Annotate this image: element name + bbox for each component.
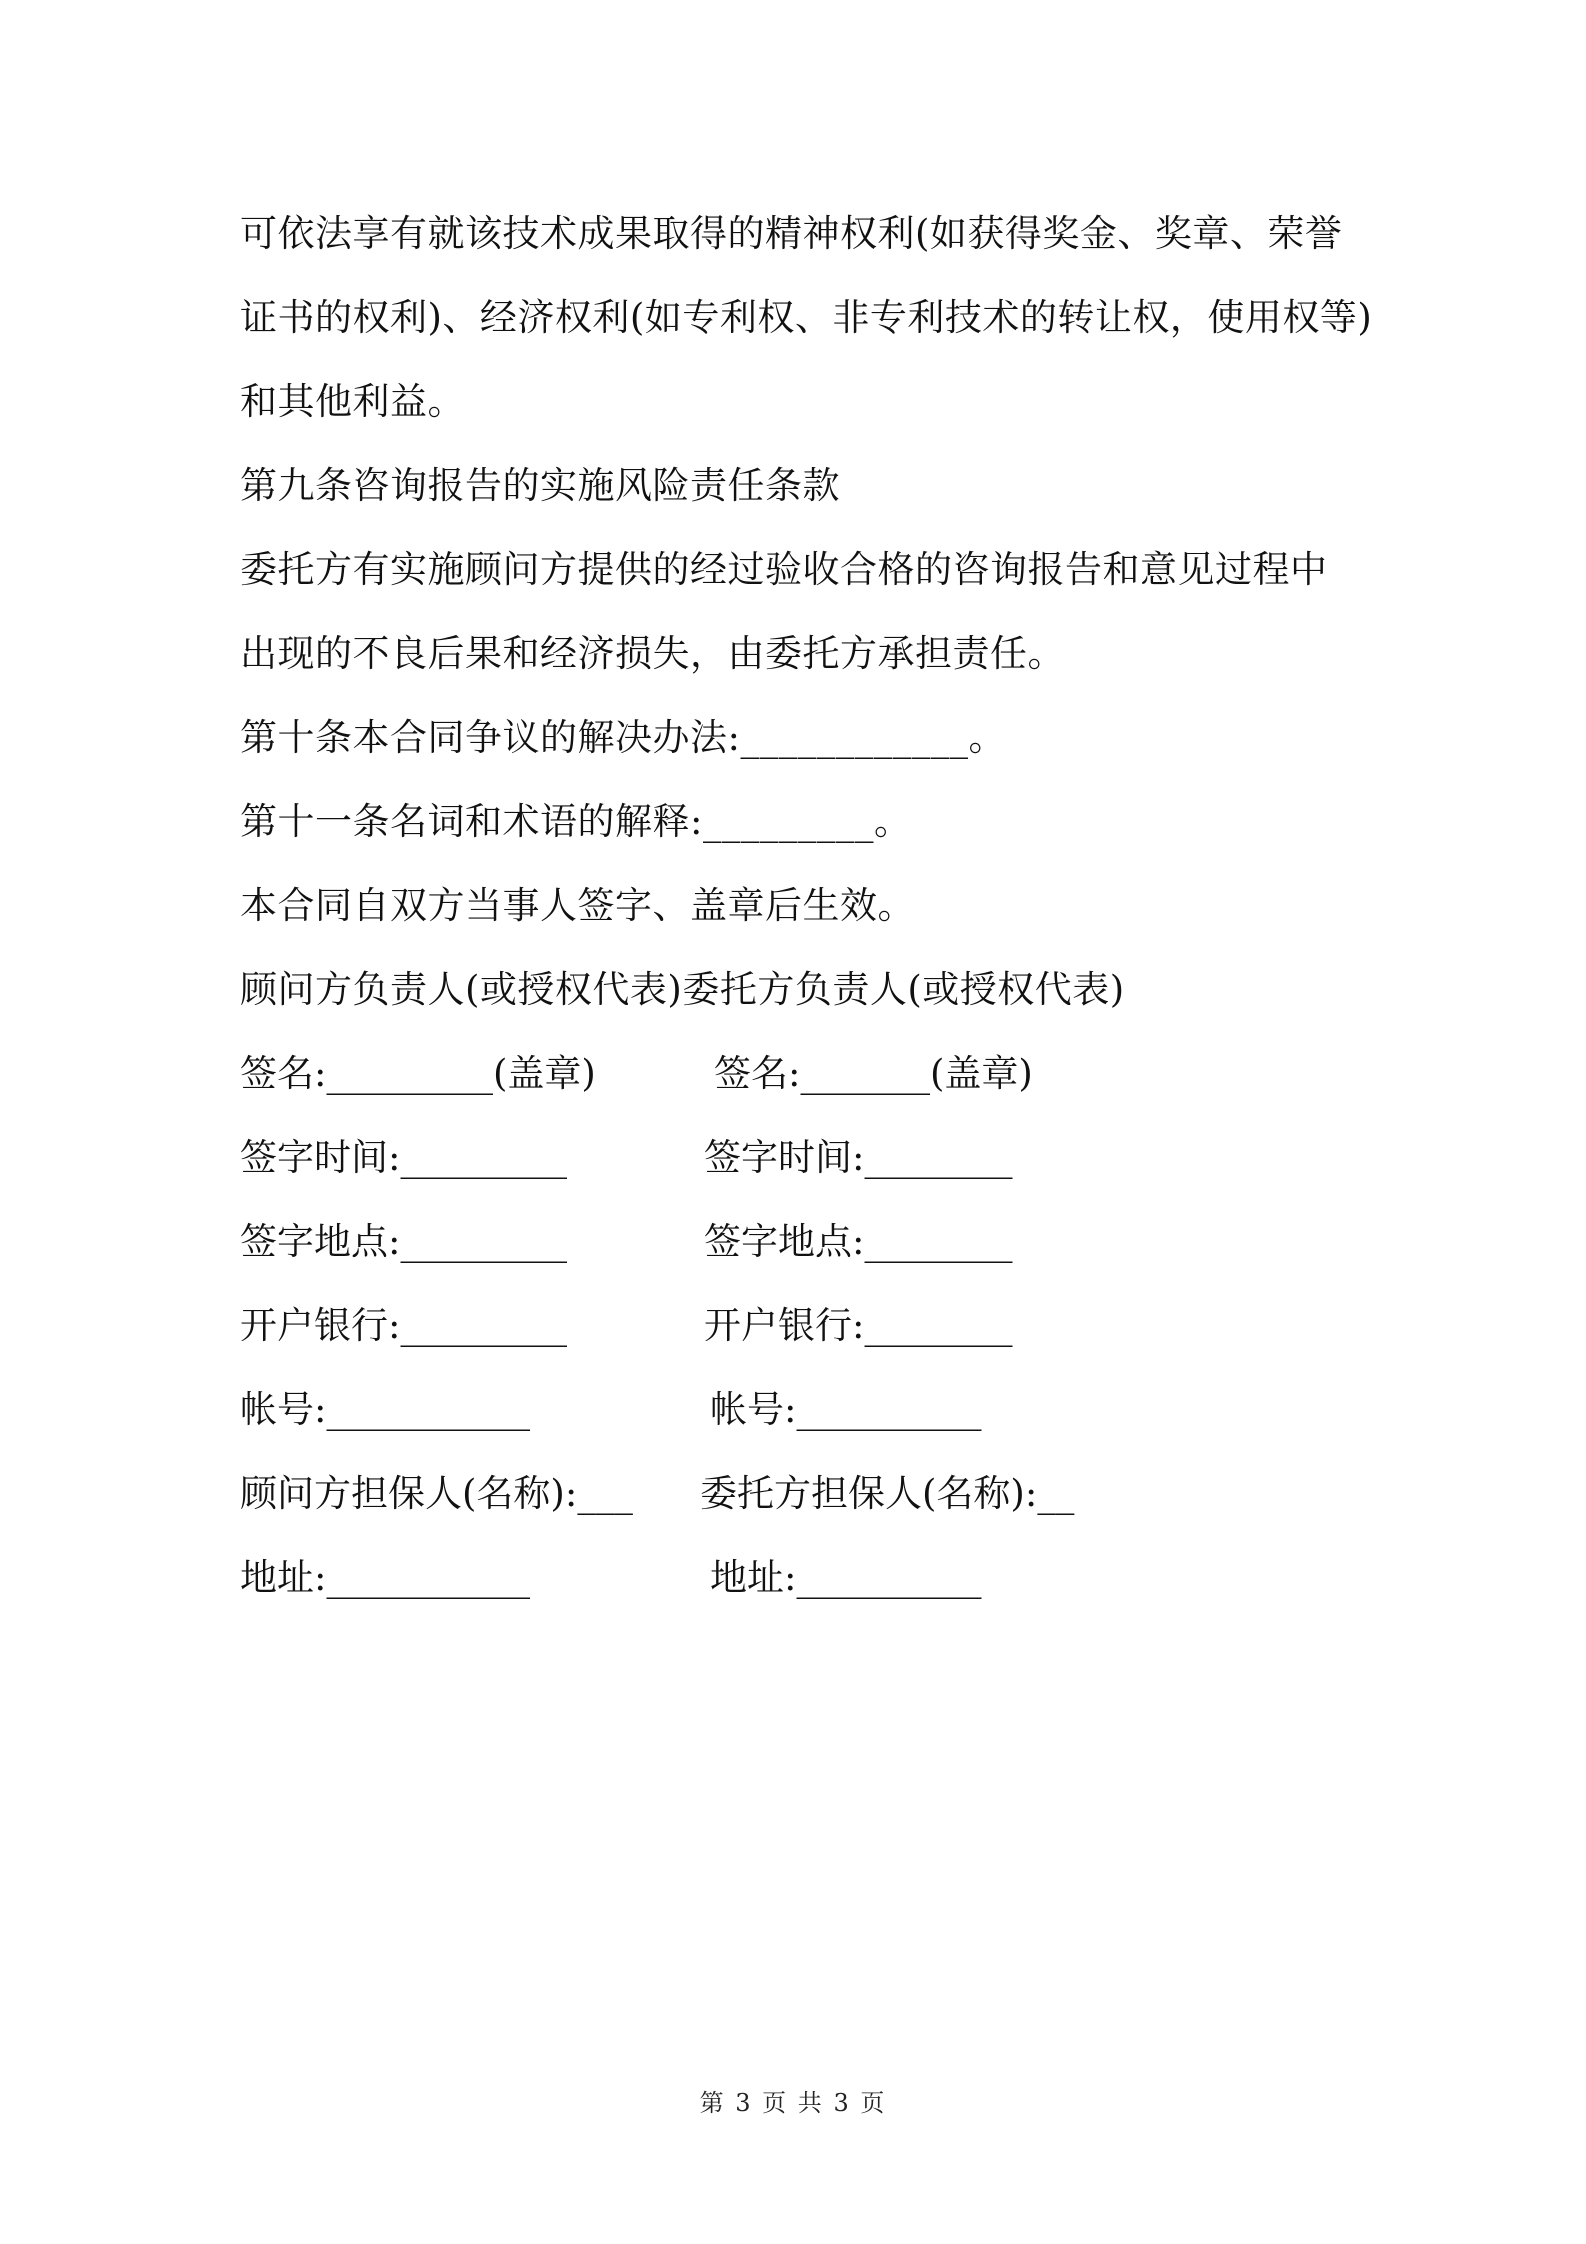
signature-row xyxy=(240,1200,1360,1284)
signature-row xyxy=(240,1452,1360,1536)
paragraph-line: 可依法享有就该技术成果取得的精神权利(如获得奖金、奖章、荣誉 xyxy=(240,212,1343,255)
consultant-guarantor-field: 顾问方担保人(名称):___ xyxy=(240,1472,633,1515)
client-bank-field: 开户银行:________ xyxy=(704,1304,1013,1347)
signatories-heading: 顾问方负责人(或授权代表)委托方负责人(或授权代表) xyxy=(240,968,1125,1011)
paragraph-line: 出现的不良后果和经济损失，由委托方承担责任。 xyxy=(240,632,1065,675)
signature-row xyxy=(240,1368,1360,1452)
paragraph-line: 证书的权利)、经济权利(如专利权、非专利技术的转让权，使用权等) xyxy=(240,296,1373,339)
signature-row xyxy=(240,1536,1360,1620)
paragraph-line: 和其他利益。 xyxy=(240,380,465,423)
signature-row xyxy=(240,1032,1360,1116)
paragraph-line: 委托方有实施顾问方提供的经过验收合格的咨询报告和意见过程中 xyxy=(240,548,1328,591)
consultant-address-field: 地址:___________ xyxy=(240,1556,530,1599)
document-body xyxy=(240,192,1373,1620)
client-account-field: 帐号:__________ xyxy=(710,1388,982,1431)
page-number-footer: 第 3 页 共 3 页 xyxy=(699,2089,887,2117)
consultant-sign-date-field: 签字时间:_________ xyxy=(240,1136,567,1179)
signature-row xyxy=(240,1116,1360,1200)
consultant-sign-place-field: 签字地点:_________ xyxy=(240,1220,567,1263)
client-sign-date-field: 签字时间:________ xyxy=(704,1136,1013,1179)
signature-block xyxy=(240,1032,1360,1620)
clause-heading: 第九条咨询报告的实施风险责任条款 xyxy=(240,464,840,507)
consultant-signature-field: 签名:_________(盖章) xyxy=(240,1052,596,1095)
client-address-field: 地址:__________ xyxy=(710,1556,982,1599)
client-sign-place-field: 签字地点:________ xyxy=(704,1220,1013,1263)
client-guarantor-field: 委托方担保人(名称):__ xyxy=(700,1472,1075,1515)
clause-terms-definition: 第十一条名词和术语的解释:_________。 xyxy=(240,800,912,843)
consultant-bank-field: 开户银行:_________ xyxy=(240,1304,567,1347)
client-signature-field: 签名:_______(盖章) xyxy=(714,1052,1033,1095)
consultant-account-field: 帐号:___________ xyxy=(240,1388,530,1431)
clause-dispute-resolution: 第十条本合同争议的解决办法:____________。 xyxy=(240,716,1006,759)
signature-row xyxy=(240,1284,1360,1368)
effective-statement: 本合同自双方当事人签字、盖章后生效。 xyxy=(240,884,915,927)
